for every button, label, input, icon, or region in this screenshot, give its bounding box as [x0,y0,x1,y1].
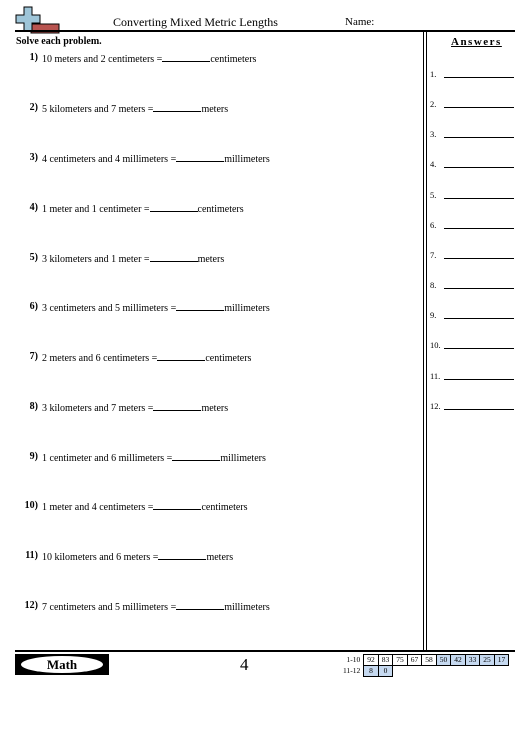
answer-blank[interactable] [176,152,224,162]
score-row [340,666,509,677]
problem-unit: meters [206,552,234,563]
answer-slot[interactable] [430,371,516,383]
column-divider [426,32,427,650]
score-cell: 67 [407,655,422,666]
answer-slot[interactable] [430,220,516,232]
score-cell: 58 [422,655,437,666]
problem-number: 10) [24,500,38,511]
problem-number: 1) [29,52,38,63]
answer-blank[interactable] [150,252,198,262]
answer-blank[interactable] [153,500,201,510]
answer-slot[interactable] [430,401,516,413]
problem-text: 5 kilometers and 7 meters = [42,104,154,115]
problem-unit: centimeters [205,353,252,364]
answer-blank[interactable] [172,451,220,461]
footer-rule [15,650,515,652]
problem-text: 3 kilometers and 1 meter = [42,254,150,265]
problem-text: 1 meter and 1 centimeter = [42,204,150,215]
answer-blank[interactable] [176,301,224,311]
name-label: Name: [345,16,375,28]
answer-number: 4. [430,159,437,169]
answer-blank[interactable] [153,401,201,411]
problem-text: 10 meters and 2 centimeters = [42,54,163,65]
answer-blank[interactable] [150,202,198,212]
problem-number: 2) [29,102,38,113]
answer-line [444,288,514,289]
answer-blank[interactable] [176,600,224,610]
answer-line [444,318,514,319]
answer-blank[interactable] [162,52,210,62]
page-number: 4 [240,655,249,674]
answer-slot[interactable] [430,250,516,262]
answer-number: 3. [430,129,437,139]
problem-text: 1 centimeter and 6 millimeters = [42,453,173,464]
brand-badge [15,654,109,675]
problem-text: 10 kilometers and 6 meters = [42,552,159,563]
problem-number: 4) [29,202,38,213]
problem-text: 7 centimeters and 5 millimeters = [42,602,177,613]
answer-slot[interactable] [430,129,516,141]
answers-title: Answers [451,36,502,48]
answer-line [444,258,514,259]
column-divider [423,32,424,650]
score-cell: 0 [378,666,393,677]
answer-slot[interactable] [430,159,516,171]
answer-line [444,379,514,380]
problem-unit: centimeters [197,204,244,215]
answer-slot[interactable] [430,69,516,81]
score-empty [393,666,509,677]
answer-number: 11. [430,371,441,381]
score-cell: 33 [465,655,480,666]
problem-number: 11) [25,550,38,561]
score-cell: 75 [393,655,408,666]
problem-text: 1 meter and 4 centimeters = [42,502,154,513]
answer-number: 1. [430,69,437,79]
answer-line [444,228,514,229]
answer-number: 6. [430,220,437,230]
score-cell: 25 [480,655,495,666]
score-cell: 83 [378,655,393,666]
score-cell: 50 [436,655,451,666]
answer-line [444,409,514,410]
answer-slot[interactable] [430,190,516,202]
answer-number: 5. [430,190,437,200]
score-table [340,654,509,677]
score-cell: 92 [364,655,379,666]
problem-unit: millimeters [224,303,270,314]
problem-number: 12) [24,600,38,611]
answer-number: 2. [430,99,437,109]
answer-line [444,107,514,108]
answer-line [444,167,514,168]
problem-unit: millimeters [224,154,270,165]
answer-blank[interactable] [158,550,206,560]
problem-number: 6) [29,301,38,312]
score-row [340,655,509,666]
answer-line [444,77,514,78]
problem-text: 4 centimeters and 4 millimeters = [42,154,177,165]
answer-line [444,198,514,199]
problem-text: 3 kilometers and 7 meters = [42,403,154,414]
score-cell: 42 [451,655,466,666]
page-title: Converting Mixed Metric Lengths [113,15,278,29]
answer-number: 10. [430,340,441,350]
answer-blank[interactable] [153,102,201,112]
answer-slot[interactable] [430,99,516,111]
answer-slot[interactable] [430,310,516,322]
answer-number: 9. [430,310,437,320]
answer-number: 8. [430,280,437,290]
score-row-label: 11-12 [343,666,361,675]
problem-text: 3 centimeters and 5 millimeters = [42,303,177,314]
problem-number: 7) [29,351,38,362]
header-rule [15,30,515,32]
problem-unit: millimeters [224,602,270,613]
answer-number: 12. [430,401,441,411]
score-row-label: 1-10 [346,655,361,664]
problem-unit: meters [201,104,229,115]
instructions: Solve each problem. [16,36,102,47]
answer-slot[interactable] [430,280,516,292]
problem-text: 2 meters and 6 centimeters = [42,353,158,364]
answer-number: 7. [430,250,437,260]
answer-blank[interactable] [157,351,205,361]
problem-number: 8) [29,401,38,412]
answer-line [444,348,514,349]
problem-unit: centimeters [201,502,248,513]
problem-unit: centimeters [210,54,257,65]
problem-number: 3) [29,152,38,163]
problem-number: 9) [29,451,38,462]
answer-line [444,137,514,138]
brand-label: Math [21,656,103,673]
problem-unit: meters [197,254,225,265]
problem-unit: millimeters [220,453,266,464]
score-cell: 17 [494,655,509,666]
problem-unit: meters [201,403,229,414]
answer-slot[interactable] [430,340,516,352]
score-cell: 8 [364,666,379,677]
problem-number: 5) [29,252,38,263]
